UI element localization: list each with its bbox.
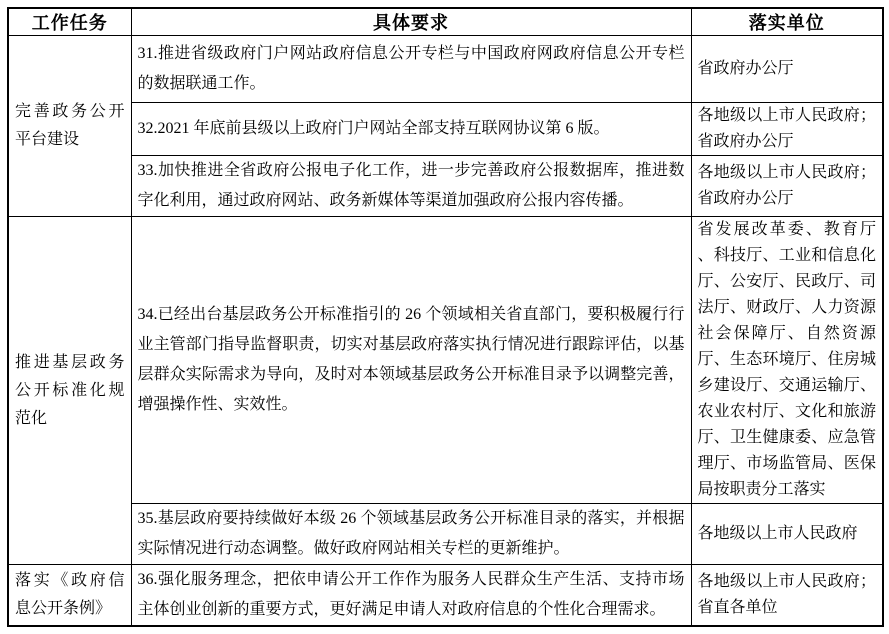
table-row-32 xyxy=(8,103,883,156)
requirement-cell-36: 36.强化服务理念，把依申请公开工作作为服务人民群众生产生活、支持市场主体创业创新的重要方式，更好满足申请人对政府信息的个性化合理需求。 xyxy=(131,565,691,627)
column-header-task: 工作任务 xyxy=(8,8,131,36)
unit-cell-36: 各地级以上市人民政府；省直各单位 xyxy=(691,565,883,627)
unit-cell-35: 各地级以上市人民政府 xyxy=(691,504,883,565)
column-header-requirement: 具体要求 xyxy=(131,8,691,36)
table-row-31 xyxy=(8,36,883,103)
unit-cell-33: 各地级以上市人民政府；省政府办公厅 xyxy=(691,156,883,217)
requirement-cell-31: 31.推进省级政府门户网站政府信息公开专栏与中国政府网政府信息公开专栏的数据联通工作。 xyxy=(131,36,691,103)
unit-cell-34: 省发展改革委、教育厅 、科技厅、工业和信息化厅、公安厅、民政厅、司法厅、财政厅、人力资源社会保障厅、自然资源厅、生态环境厅、住房城乡建设厅、交通运输厅、农业农村厅、文化和旅游厅、卫生健康委、应急管理厅、市场监管局、医保局按职责分工落实 xyxy=(691,217,883,504)
column-header-unit: 落实单位 xyxy=(691,8,883,36)
requirement-cell-32: 32.2021 年底前县级以上政府门户网站全部支持互联网协议第 6 版。 xyxy=(131,103,691,156)
requirement-cell-34: 34.已经出台基层政务公开标准指引的 26 个领域相关省直部门，要积极履行行业主管部门指导监督职责，切实对基层政府落实执行情况进行跟踪评估，以基层群众实际需求为导向，及时对本领域基层政务公开标准目录予以调整完善，增强操作性、实效性。 xyxy=(131,217,691,504)
table-row-33 xyxy=(8,156,883,217)
requirement-cell-35: 35.基层政府要持续做好本级 26 个领域基层政务公开标准目录的落实，并根据实际情况进行动态调整。做好政府网站相关专栏的更新维护。 xyxy=(131,504,691,565)
task-group-platform-building: 完善政务公开平台建设 xyxy=(8,36,131,217)
table-row-34 xyxy=(8,217,883,504)
requirement-cell-33: 33.加快推进全省政府公报电子化工作，进一步完善政府公报数据库，推进数字化利用，通过政府网站、政务新媒体等渠道加强政府公报内容传播。 xyxy=(131,156,691,217)
header-row xyxy=(8,8,883,36)
task-group-implement-regulation: 落实《政府信息公开条例》 xyxy=(8,565,131,627)
table-row-35 xyxy=(8,504,883,565)
task-group-grassroots-standardization: 推进基层政务公开标准化规范化 xyxy=(8,217,131,565)
task-table xyxy=(7,7,884,627)
table-row-36 xyxy=(8,565,883,627)
unit-cell-31: 省政府办公厅 xyxy=(691,36,883,103)
unit-cell-32: 各地级以上市人民政府；省政府办公厅 xyxy=(691,103,883,156)
